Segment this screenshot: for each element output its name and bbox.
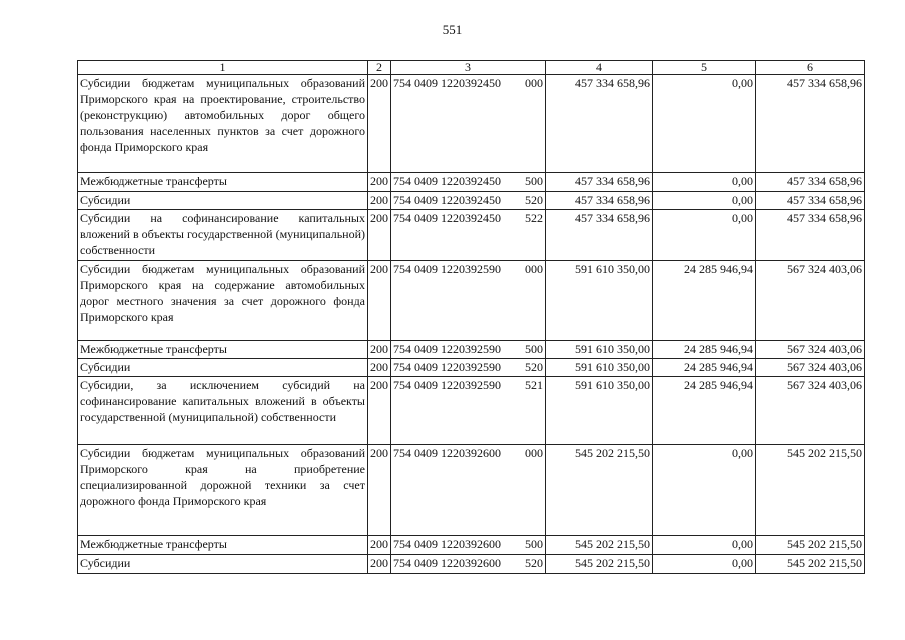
row-col5: 0,00 <box>653 555 756 574</box>
row-col4: 457 334 658,96 <box>546 75 653 173</box>
row-vr: 000 <box>525 262 543 276</box>
row-col5: 0,00 <box>653 445 756 536</box>
row-col6: 545 202 215,50 <box>756 445 865 536</box>
row-col5: 0,00 <box>653 192 756 210</box>
row-name: Субсидии <box>78 555 368 574</box>
table-row <box>78 341 865 359</box>
table-row <box>78 192 865 210</box>
row-col5: 0,00 <box>653 75 756 173</box>
row-col5: 24 285 946,94 <box>653 377 756 445</box>
row-col5: 24 285 946,94 <box>653 359 756 377</box>
row-vr: 520 <box>525 556 543 570</box>
table-row <box>78 445 865 536</box>
row-name: Субсидии бюджетам муниципальных образований Приморского края на приобретение специализированной дорожной техники за счет дорожного фонда Приморского края <box>78 445 368 536</box>
row-code: 754 0409 1220392590 <box>393 262 501 276</box>
row-vr: 500 <box>525 342 543 356</box>
row-code-cell <box>391 261 546 341</box>
page-number: 551 <box>442 22 463 37</box>
column-header-3: 3 <box>391 61 546 75</box>
row-col2: 200 <box>368 261 391 341</box>
row-name: Субсидии на софинансирование капитальных вложений в объекты государственной (муниципальной) собственности <box>78 210 368 261</box>
row-col4: 591 610 350,00 <box>546 359 653 377</box>
table-row <box>78 210 865 261</box>
row-col6: 457 334 658,96 <box>756 210 865 261</box>
header-row <box>78 61 865 75</box>
row-col2: 200 <box>368 445 391 536</box>
row-col6: 545 202 215,50 <box>756 555 865 574</box>
row-name: Межбюджетные трансферты <box>78 341 368 359</box>
row-col5: 24 285 946,94 <box>653 261 756 341</box>
row-vr: 520 <box>525 193 543 207</box>
row-col2: 200 <box>368 75 391 173</box>
row-vr: 000 <box>525 76 543 90</box>
column-header-6: 6 <box>756 61 865 75</box>
row-col2: 200 <box>368 359 391 377</box>
table-row <box>78 555 865 574</box>
row-col4: 591 610 350,00 <box>546 261 653 341</box>
row-col4: 591 610 350,00 <box>546 377 653 445</box>
row-name: Субсидии бюджетам муниципальных образований Приморского края на содержание автомобильных дорог местного значения за счет дорожного фонда Приморского края <box>78 261 368 341</box>
table-row <box>78 261 865 341</box>
row-name: Субсидии <box>78 359 368 377</box>
row-col6: 457 334 658,96 <box>756 75 865 173</box>
row-code: 754 0409 1220392590 <box>393 378 501 392</box>
column-header-1: 1 <box>78 61 368 75</box>
row-col2: 200 <box>368 555 391 574</box>
budget-table <box>77 60 865 574</box>
table-row <box>78 359 865 377</box>
row-col2: 200 <box>368 192 391 210</box>
row-code: 754 0409 1220392590 <box>393 342 501 356</box>
row-code-cell <box>391 359 546 377</box>
row-col4: 545 202 215,50 <box>546 445 653 536</box>
row-vr: 500 <box>525 537 543 551</box>
table-row <box>78 75 865 173</box>
row-code-cell <box>391 536 546 555</box>
row-code-cell <box>391 75 546 173</box>
row-code: 754 0409 1220392600 <box>393 556 501 570</box>
row-col5: 24 285 946,94 <box>653 341 756 359</box>
row-col6: 567 324 403,06 <box>756 261 865 341</box>
row-name: Межбюджетные трансферты <box>78 173 368 192</box>
row-col6: 567 324 403,06 <box>756 341 865 359</box>
row-code-cell <box>391 555 546 574</box>
row-col6: 457 334 658,96 <box>756 192 865 210</box>
row-col2: 200 <box>368 341 391 359</box>
row-col4: 591 610 350,00 <box>546 341 653 359</box>
row-code: 754 0409 1220392600 <box>393 537 501 551</box>
row-code: 754 0409 1220392590 <box>393 360 501 374</box>
row-col2: 200 <box>368 210 391 261</box>
row-col2: 200 <box>368 173 391 192</box>
row-name: Субсидии бюджетам муниципальных образований Приморского края на проектирование, строительство (реконструкцию) автомобильных дорог общего пользования населенных пунктов за счет дорожного фонда Приморского края <box>78 75 368 173</box>
row-name: Субсидии, за исключением субсидий на софинансирование капитальных вложений в объекты государственной (муниципальной) собственности <box>78 377 368 445</box>
column-header-5: 5 <box>653 61 756 75</box>
row-code-cell <box>391 341 546 359</box>
row-col2: 200 <box>368 536 391 555</box>
row-code-cell <box>391 445 546 536</box>
row-col5: 0,00 <box>653 173 756 192</box>
row-code-cell <box>391 192 546 210</box>
row-col6: 567 324 403,06 <box>756 377 865 445</box>
row-code: 754 0409 1220392450 <box>393 76 501 90</box>
row-col6: 457 334 658,96 <box>756 173 865 192</box>
row-col4: 457 334 658,96 <box>546 173 653 192</box>
row-vr: 520 <box>525 360 543 374</box>
row-code: 754 0409 1220392450 <box>393 193 501 207</box>
row-code-cell <box>391 173 546 192</box>
row-col4: 457 334 658,96 <box>546 210 653 261</box>
row-col6: 567 324 403,06 <box>756 359 865 377</box>
row-code-cell <box>391 210 546 261</box>
row-vr: 521 <box>525 378 543 392</box>
row-col2: 200 <box>368 377 391 445</box>
column-header-4: 4 <box>546 61 653 75</box>
row-col4: 457 334 658,96 <box>546 192 653 210</box>
row-col5: 0,00 <box>653 210 756 261</box>
row-code-cell <box>391 377 546 445</box>
column-header-2: 2 <box>368 61 391 75</box>
row-col5: 0,00 <box>653 536 756 555</box>
row-code: 754 0409 1220392450 <box>393 211 501 225</box>
row-col6: 545 202 215,50 <box>756 536 865 555</box>
row-code: 754 0409 1220392600 <box>393 446 501 460</box>
row-vr: 000 <box>525 446 543 460</box>
row-name: Межбюджетные трансферты <box>78 536 368 555</box>
table-row <box>78 173 865 192</box>
row-col4: 545 202 215,50 <box>546 536 653 555</box>
table-row <box>78 377 865 445</box>
row-name: Субсидии <box>78 192 368 210</box>
row-col4: 545 202 215,50 <box>546 555 653 574</box>
row-vr: 500 <box>525 174 543 188</box>
row-code: 754 0409 1220392450 <box>393 174 501 188</box>
table-row <box>78 536 865 555</box>
row-vr: 522 <box>525 211 543 225</box>
